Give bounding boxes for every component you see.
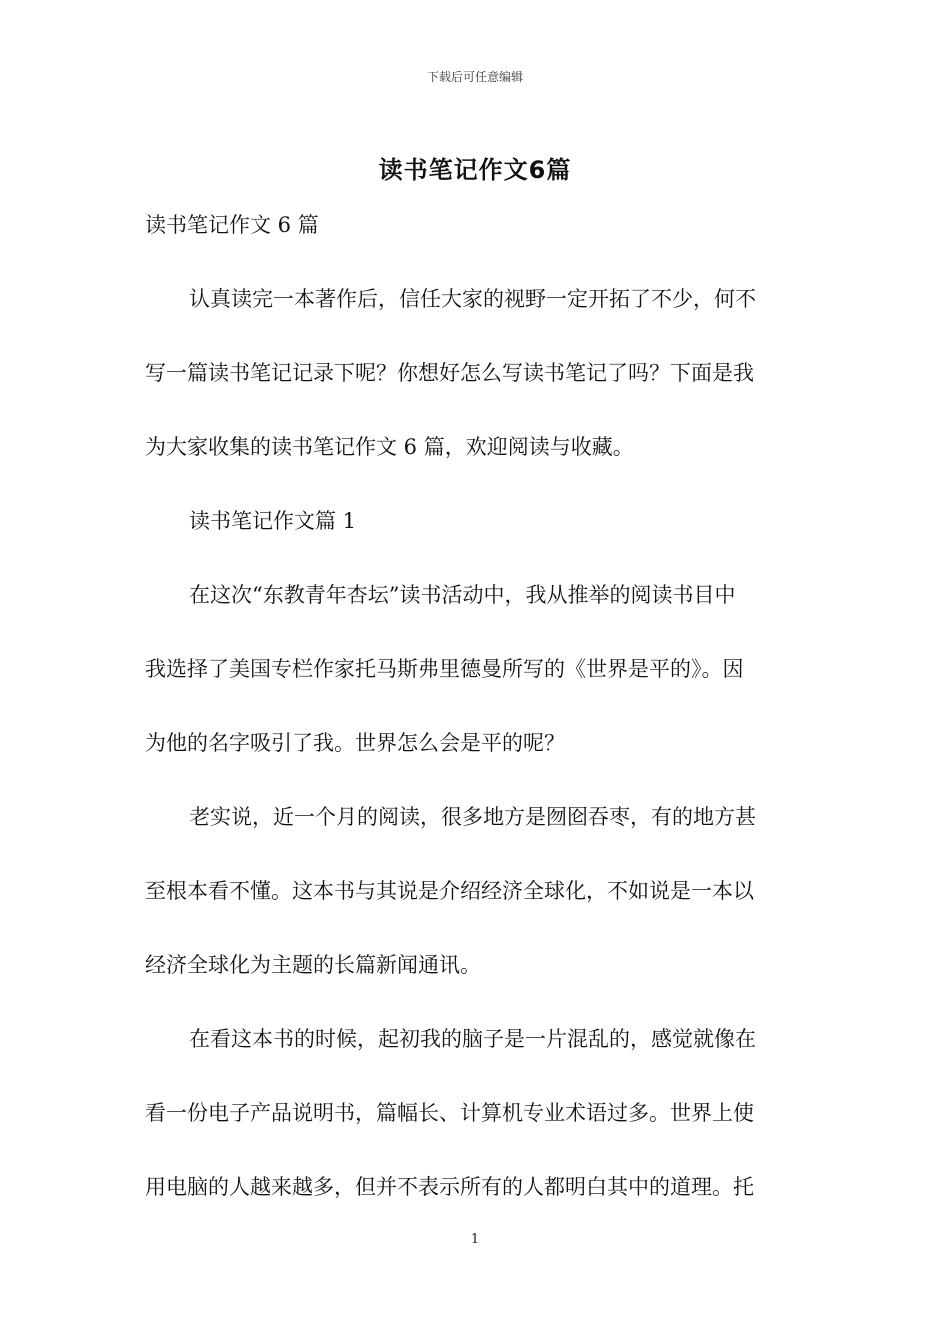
body-line: 看一份电子产品说明书，篇幅长、计算机专业术语过多。世界上使 [145, 1101, 754, 1125]
body-line: 为大家收集的读书笔记作文 6 篇，欢迎阅读与收藏。 [145, 435, 634, 459]
document-body [145, 207, 810, 1206]
paragraph-gap [145, 688, 810, 725]
paragraph-gap [145, 1058, 810, 1095]
paragraph-gap [145, 466, 810, 503]
body-line: 为他的名字吸引了我。世界怎么会是平的呢？ [145, 731, 565, 755]
header-note: 下载后可任意编辑 [426, 70, 523, 84]
paragraph-gap [145, 614, 810, 651]
paragraph-gap [145, 762, 810, 799]
paragraph-gap [145, 910, 810, 947]
paragraph-gap [145, 540, 810, 577]
paragraph-gap [145, 836, 810, 873]
body-line: 写一篇读书笔记记录下呢？你想好怎么写读书笔记了吗？下面是我 [145, 361, 754, 385]
document-subtitle: 读书笔记作文 6 篇 [145, 213, 319, 237]
body-line: 老实说，近一个月的阅读，很多地方是囫囵吞枣，有的地方甚 [189, 805, 756, 829]
body-line: 用电脑的人越来越多，但并不表示所有的人都明白其中的道理。托 [145, 1175, 754, 1199]
body-line: 我选择了美国专栏作家托马斯弗里德曼所写的《世界是平的》。因 [145, 657, 744, 681]
body-line: 在看这本书的时候，起初我的脑子是一片混乱的，感觉就像在 [189, 1027, 756, 1051]
paragraph-gap [145, 392, 810, 429]
body-line: 经济全球化为主题的长篇新闻通讯。 [145, 953, 481, 977]
paragraph-gap [145, 318, 810, 355]
paragraph-gap [145, 984, 810, 1021]
body-line: 在这次“东教青年杏坛”读书活动中，我从推举的阅读书目中 [189, 583, 736, 607]
body-line: 至根本看不懂。这本书与其说是介绍经济全球化，不如说是一本以 [145, 879, 754, 903]
document-title: 读书笔记作文6篇 [378, 156, 572, 184]
body-line: 认真读完一本著作后，信任大家的视野一定开拓了不少，何不 [189, 287, 756, 311]
paragraph-gap [145, 1132, 810, 1169]
paragraph-gap [145, 244, 810, 281]
section-heading: 读书笔记作文篇 1 [189, 509, 357, 533]
page-number: 1 [470, 1232, 480, 1247]
